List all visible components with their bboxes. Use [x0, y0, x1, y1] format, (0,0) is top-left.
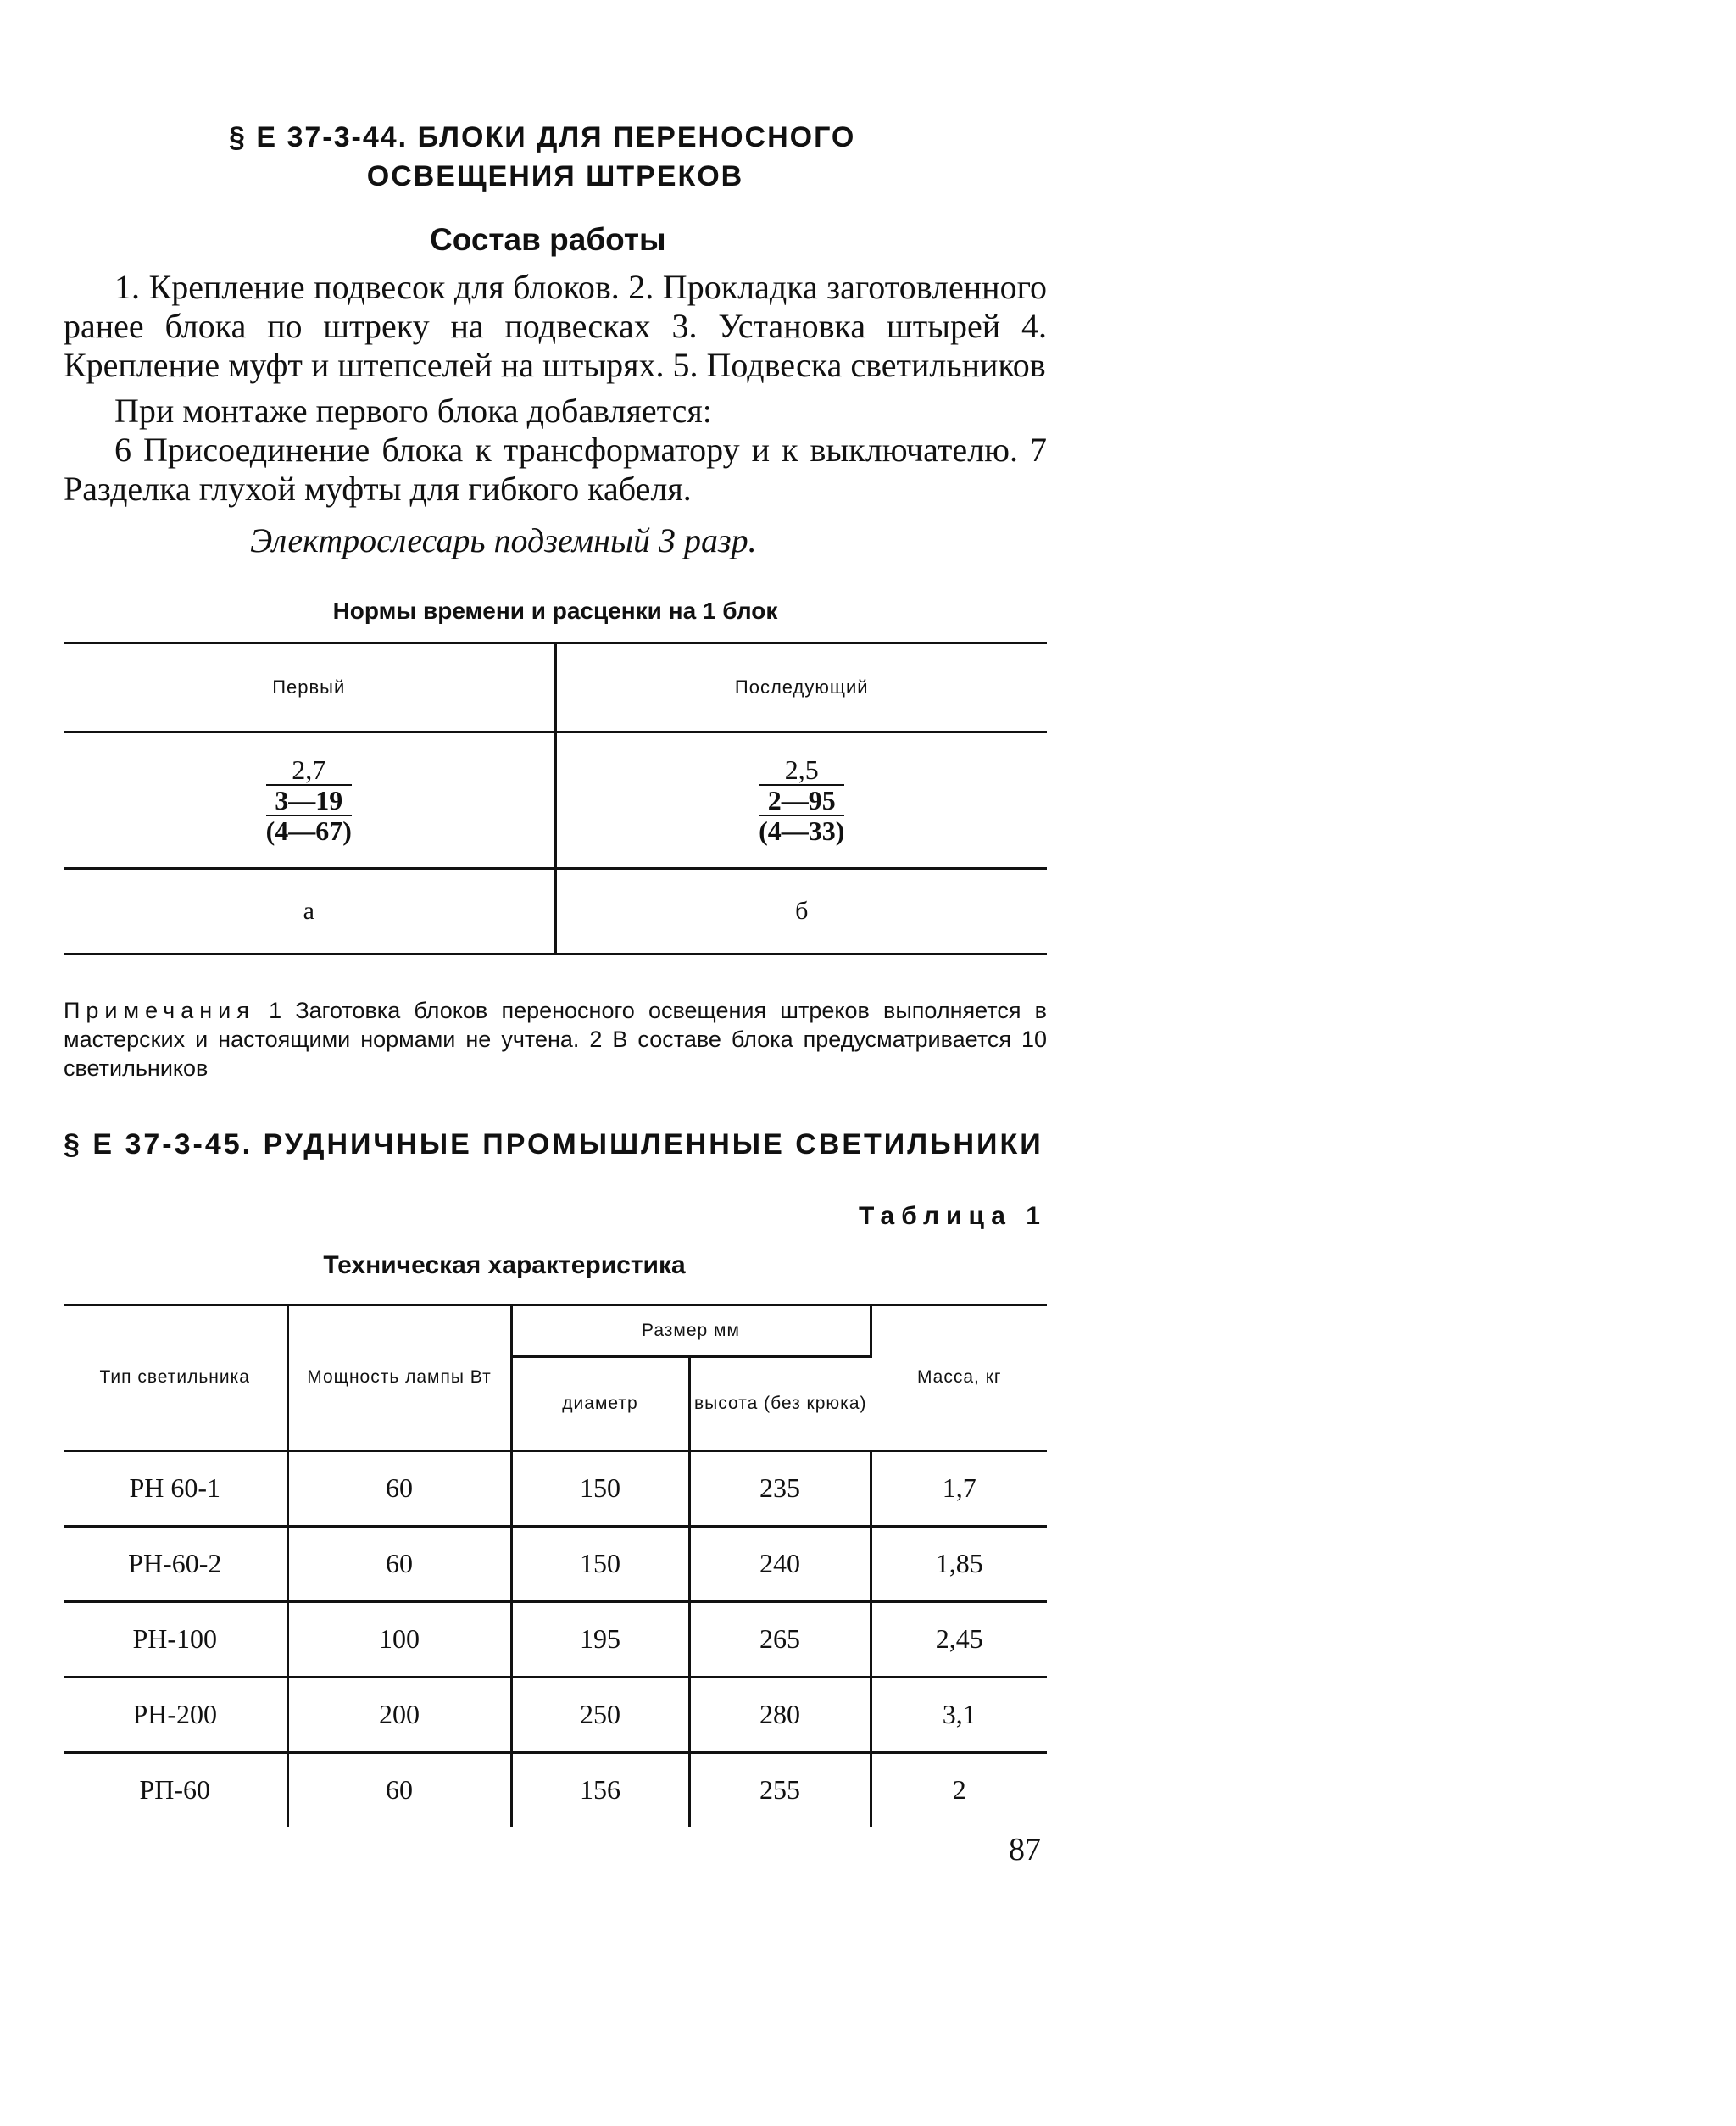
- table-row: [64, 1450, 1047, 1526]
- work-steps-paragraph: 1. Крепление подвесок для блоков. 2. Прокладка заготовленного ранее блока по штреку на подвесках 3. Установка штырей 4. Крепление муфт и штепселей на штырях. 5. Подвеска светильников: [64, 267, 1047, 384]
- norms-header-first: Первый: [64, 643, 555, 732]
- tech-header-row-1: [64, 1305, 1047, 1356]
- norm-fraction: [266, 755, 352, 845]
- norms-header-row: [64, 643, 1047, 732]
- cell-diameter: 156: [511, 1752, 689, 1827]
- norm-rate-extra: (4—67): [265, 815, 352, 846]
- cell-type: РН-200: [64, 1677, 287, 1752]
- work-composition-heading: Состав работы: [430, 221, 666, 257]
- notes-text: 1 Заготовка блоков переносного освещения штреков выполняется в мастерских и настоящими нормами не учтена. 2 В составе блока предусматривается 10 светильников: [64, 997, 1047, 1081]
- norms-label-row: [64, 868, 1047, 954]
- cell-power: 200: [287, 1677, 511, 1752]
- section-title-e37-3-45: § Е 37-3-45. РУДНИЧНЫЕ ПРОМЫШЛЕННЫЕ СВЕТИЛЬНИКИ: [64, 1127, 1043, 1160]
- cell-power: 60: [287, 1752, 511, 1827]
- cell-power: 60: [287, 1526, 511, 1601]
- cell-mass: 1,85: [871, 1526, 1047, 1601]
- table-row: [64, 1677, 1047, 1752]
- norms-cell-subsequent: [555, 732, 1047, 868]
- cell-diameter: 150: [511, 1450, 689, 1526]
- cell-mass: 2: [952, 1774, 966, 1806]
- norm-rate-extra: (4—33): [759, 815, 845, 846]
- norm-time: 2,5: [759, 755, 844, 786]
- header-size-group: Размер мм: [511, 1305, 871, 1356]
- cell-type: РН 60-1: [64, 1450, 287, 1526]
- header-power: Мощность лампы Вт: [287, 1305, 511, 1450]
- norm-rate: 3—19: [266, 786, 352, 816]
- table-row: [64, 1526, 1047, 1601]
- column-label-b: б: [795, 896, 809, 925]
- table-title: Техническая характеристика: [323, 1250, 686, 1279]
- tech-spec-table: [64, 1304, 1047, 1827]
- first-block-intro: При монтаже первого блока добавляется:: [114, 391, 712, 430]
- header-type: Тип светильника: [64, 1305, 287, 1450]
- cell-diameter: 195: [511, 1601, 689, 1677]
- norms-cell-first: [64, 732, 555, 868]
- cell-mass: 2,45: [871, 1601, 1047, 1677]
- cell-height: 235: [689, 1450, 871, 1526]
- header-height: высота (без крюка): [689, 1356, 871, 1450]
- cell-mass: 1,7: [871, 1450, 1047, 1526]
- cell-type: РН-100: [64, 1601, 287, 1677]
- norm-fraction: [759, 755, 844, 845]
- cell-height: 265: [689, 1601, 871, 1677]
- section-title-e37-3-44: [64, 119, 1047, 197]
- cell-power: 100: [287, 1601, 511, 1677]
- notes-label: Примечания: [64, 997, 255, 1023]
- header-mass: Масса, кг: [871, 1305, 1047, 1450]
- document-page: [64, 119, 1047, 1827]
- page-number: 87: [1009, 1832, 1041, 1867]
- cell-height: 240: [689, 1526, 871, 1601]
- cell-power: 60: [287, 1450, 511, 1526]
- norms-table-caption: Нормы времени и расценки на 1 блок: [332, 597, 778, 624]
- cell-diameter: 150: [511, 1526, 689, 1601]
- cell-height: 280: [689, 1677, 871, 1752]
- norms-header-subsequent: Последующий: [555, 643, 1047, 732]
- header-diameter: диаметр: [511, 1356, 689, 1450]
- table-number: Таблица 1: [858, 1201, 1047, 1230]
- cell-type: РН-60-2: [64, 1526, 287, 1601]
- table-row: [64, 1601, 1047, 1677]
- table-row: [64, 1752, 1047, 1827]
- cell-mass: 3,1: [871, 1677, 1047, 1752]
- cell-diameter: 250: [511, 1677, 689, 1752]
- section-title-line-2: ОСВЕЩЕНИЯ ШТРЕКОВ: [366, 159, 744, 192]
- norm-rate: 2—95: [759, 786, 844, 816]
- norm-time: 2,7: [266, 755, 352, 786]
- column-label-a: а: [64, 868, 555, 954]
- norms-values-row: [64, 732, 1047, 868]
- worker-qualification: Электрослесарь подземный 3 разр.: [250, 520, 757, 559]
- cell-type: РП-60: [64, 1752, 287, 1827]
- notes-paragraph: [64, 996, 1047, 1082]
- norms-table: [64, 642, 1047, 955]
- cell-height: 255: [689, 1752, 871, 1827]
- section-title-line-1: § Е 37-3-44. БЛОКИ ДЛЯ ПЕРЕНОСНОГО: [229, 121, 856, 153]
- first-block-steps: 6 Присоединение блока к трансформатору и к выключателю. 7 Разделка глухой муфты для гибкого кабеля.: [64, 430, 1047, 508]
